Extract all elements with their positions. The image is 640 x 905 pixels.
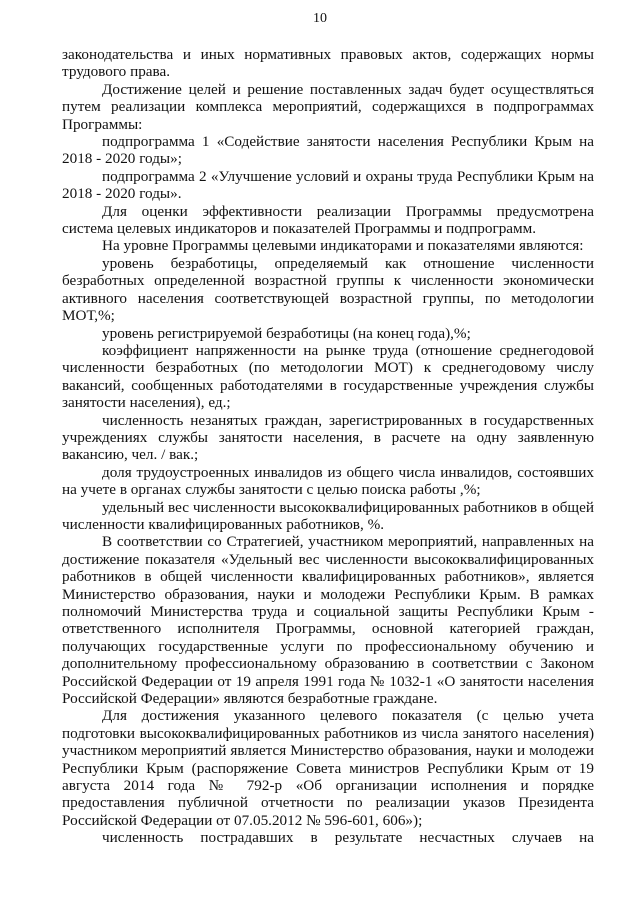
paragraph-labor-law-end: законодательства и иных нормативных правовых актов, содержащих нормы трудового права. bbox=[62, 46, 594, 81]
paragraph-subprogram-1: подпрограмма 1 «Содействие занятости населения Республики Крым на 2018 - 2020 годы»; bbox=[62, 133, 594, 168]
paragraph-employed-disabled-share: доля трудоустроенных инвалидов из общего числа инвалидов, состоявших на учете в органах службы занятости с целью поиска работы ,%; bbox=[62, 463, 594, 499]
paragraph-goals-achievement: Достижение целей и решение поставленных задач будет осуществляться путем реализации комплекса мероприятий, содержащихся в подпрограммах Программы: bbox=[62, 80, 594, 133]
paragraph-registered-unemployment: уровень регистрируемой безработицы (на конец года),%; bbox=[102, 324, 471, 342]
paragraph-indicators-intro: На уровне Программы целевыми индикаторами и показателями являются: bbox=[102, 237, 584, 255]
paragraph-accident-victims: численность пострадавших в результате несчастных случаев на bbox=[102, 829, 594, 847]
paragraph-highly-qualified-share: удельный вес численности высококвалифицированных работников в общей численности квалифицированных работников, %. bbox=[62, 498, 594, 533]
paragraph-target-indicator: Для достижения указанного целевого показателя (с целью учета подготовки высококвалифицированных работников из числа занятого населения) участником мероприятий является Министерство образования, науки и молодежи Республики Крым (распоряжение Совета министров Республики Крым от 19 августа 2014 года № 792-р «Об организации исполнения и порядке предоставления публичной отчетности по реализации указов Президента Российской Федерации от 07.05.2012 № 596-601, 606»); bbox=[62, 707, 594, 829]
page-number: 10 bbox=[313, 11, 327, 26]
document-body bbox=[62, 46, 594, 847]
paragraph-evaluation-system: Для оценки эффективности реализации Программы предусмотрена система целевых индикаторов и показателей Программы и подпрограмм. bbox=[62, 202, 594, 238]
paragraph-labor-market-tension: коэффициент напряженности на рынке труда (отношение среднегодовой численности безработных (по методологии МОТ) к среднегодовому числу вакансий, сообщенных работодателями в государственные учреждения службы занятости населения), ед.; bbox=[62, 341, 594, 412]
paragraph-unemployment-rate: уровень безработицы, определяемый как отношение численности безработных определенной возрастной группы к численности экономически активного населения соответствующей возрастной группы, по методологии МОТ,%; bbox=[62, 254, 594, 325]
paragraph-subprogram-2: подпрограмма 2 «Улучшение условий и охраны труда Республики Крым на 2018 - 2020 годы». bbox=[62, 167, 594, 203]
paragraph-unemployed-per-vacancy: численность незанятых граждан, зарегистрированных в государственных учреждениях службы занятости населения, в расчете на одну заявленную вакансию, чел. / вак.; bbox=[62, 411, 594, 464]
paragraph-strategy-participant: В соответствии со Стратегией, участником мероприятий, направленных на достижение показателя «Удельный вес численности высококвалифицированных работников в общей численности квалифицированных работников», является Министерство образования, науки и молодежи Республики Крым. В рамках полномочий Министерства труда и социальной защиты Республики Крым - ответственного исполнителя Программы, основной категорией граждан, получающих государственные услуги по профессиональному обучению и дополнительному профессиональному образованию в соответствии с Законом Российской Федерации от 19 апреля 1991 года № 1032-1 «О занятости населения Российской Федерации» являются безработные граждане. bbox=[62, 533, 594, 708]
